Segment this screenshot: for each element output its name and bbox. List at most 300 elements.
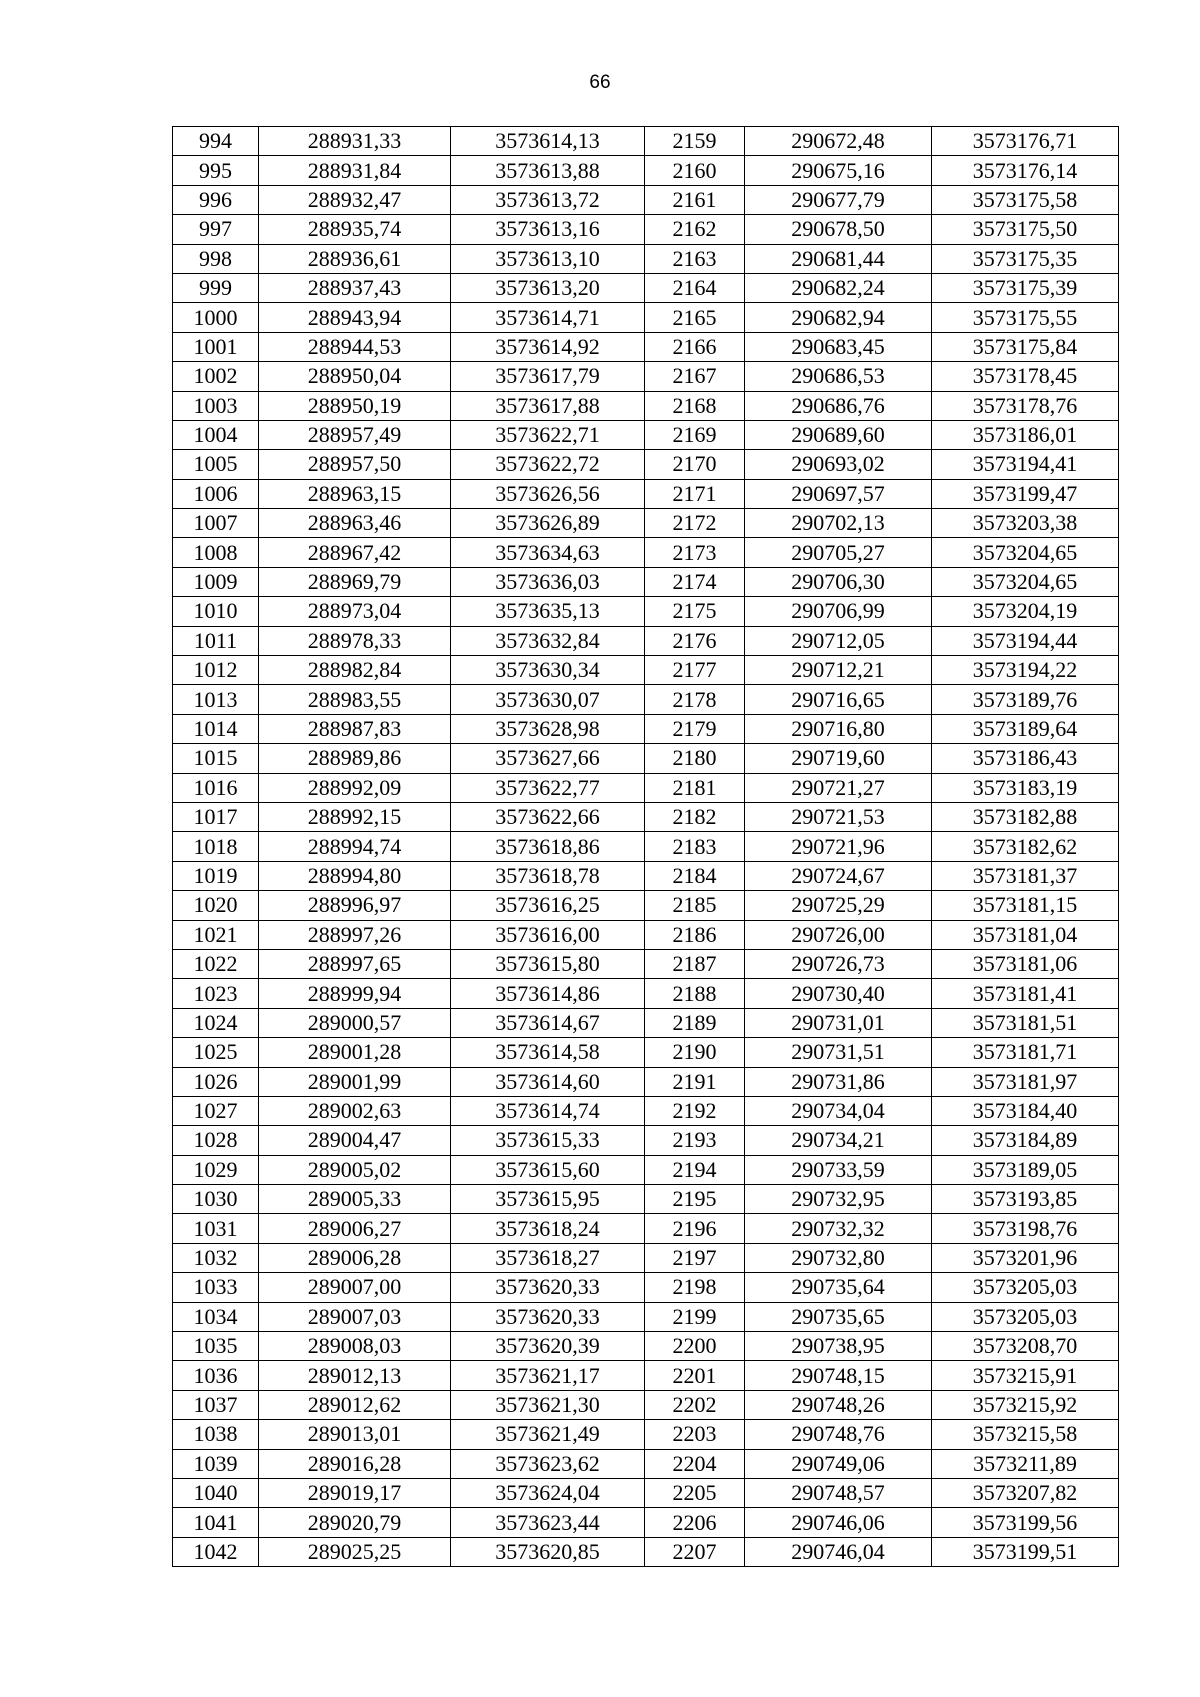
y-coordinate-cell: 3573182,62 [932,832,1119,861]
y-coordinate-cell: 3573176,14 [932,156,1119,185]
y-coordinate-cell: 3573627,66 [451,744,645,773]
x-coordinate-cell: 289000,57 [259,1008,451,1037]
point-number-cell: 1010 [173,597,259,626]
x-coordinate-cell: 289006,28 [259,1243,451,1272]
table-row [173,744,1119,773]
x-coordinate-cell: 288989,86 [259,744,451,773]
y-coordinate-cell: 3573198,76 [932,1214,1119,1243]
point-number-cell: 1009 [173,567,259,596]
y-coordinate-cell: 3573632,84 [451,626,645,655]
point-number-cell: 1033 [173,1273,259,1302]
y-coordinate-cell: 3573624,04 [451,1478,645,1507]
x-coordinate-cell: 290678,50 [745,215,932,244]
y-coordinate-cell: 3573199,51 [932,1537,1119,1566]
table-row [173,567,1119,596]
point-number-cell: 2193 [645,1126,745,1155]
point-number-cell: 2172 [645,509,745,538]
table-row [173,156,1119,185]
y-coordinate-cell: 3573211,89 [932,1449,1119,1478]
x-coordinate-cell: 289005,02 [259,1155,451,1184]
point-number-cell: 2205 [645,1478,745,1507]
point-number-cell: 1002 [173,362,259,391]
y-coordinate-cell: 3573630,07 [451,685,645,714]
x-coordinate-cell: 290702,13 [745,509,932,538]
x-coordinate-cell: 289012,13 [259,1361,451,1390]
x-coordinate-cell: 290731,51 [745,1038,932,1067]
y-coordinate-cell: 3573617,88 [451,391,645,420]
x-coordinate-cell: 288982,84 [259,656,451,685]
table-row [173,1302,1119,1331]
y-coordinate-cell: 3573189,05 [932,1155,1119,1184]
y-coordinate-cell: 3573178,45 [932,362,1119,391]
table-row [173,1243,1119,1272]
x-coordinate-cell: 290719,60 [745,744,932,773]
y-coordinate-cell: 3573620,85 [451,1537,645,1566]
y-coordinate-cell: 3573628,98 [451,714,645,743]
table-row [173,185,1119,214]
y-coordinate-cell: 3573613,72 [451,185,645,214]
point-number-cell: 2186 [645,920,745,949]
table-row [173,1214,1119,1243]
x-coordinate-cell: 289007,03 [259,1302,451,1331]
y-coordinate-cell: 3573207,82 [932,1478,1119,1507]
y-coordinate-cell: 3573215,92 [932,1390,1119,1419]
coordinates-table [172,126,1119,1567]
point-number-cell: 2177 [645,656,745,685]
x-coordinate-cell: 288937,43 [259,273,451,302]
y-coordinate-cell: 3573626,89 [451,509,645,538]
x-coordinate-cell: 290721,27 [745,773,932,802]
y-coordinate-cell: 3573204,65 [932,538,1119,567]
y-coordinate-cell: 3573613,88 [451,156,645,185]
x-coordinate-cell: 290706,30 [745,567,932,596]
x-coordinate-cell: 290724,67 [745,861,932,890]
y-coordinate-cell: 3573175,58 [932,185,1119,214]
y-coordinate-cell: 3573201,96 [932,1243,1119,1272]
table-row [173,685,1119,714]
point-number-cell: 1041 [173,1508,259,1537]
point-number-cell: 998 [173,244,259,273]
x-coordinate-cell: 290749,06 [745,1449,932,1478]
point-number-cell: 2181 [645,773,745,802]
point-number-cell: 996 [173,185,259,214]
table-row [173,949,1119,978]
x-coordinate-cell: 290677,79 [745,185,932,214]
table-row [173,832,1119,861]
y-coordinate-cell: 3573620,39 [451,1332,645,1361]
y-coordinate-cell: 3573618,78 [451,861,645,890]
table-row [173,479,1119,508]
y-coordinate-cell: 3573194,22 [932,656,1119,685]
table-row [173,1508,1119,1537]
y-coordinate-cell: 3573618,27 [451,1243,645,1272]
y-coordinate-cell: 3573613,16 [451,215,645,244]
x-coordinate-cell: 290726,00 [745,920,932,949]
x-coordinate-cell: 288987,83 [259,714,451,743]
x-coordinate-cell: 290734,21 [745,1126,932,1155]
y-coordinate-cell: 3573181,37 [932,861,1119,890]
point-number-cell: 2171 [645,479,745,508]
point-number-cell: 1027 [173,1096,259,1125]
y-coordinate-cell: 3573616,00 [451,920,645,949]
x-coordinate-cell: 290682,94 [745,303,932,332]
point-number-cell: 1012 [173,656,259,685]
x-coordinate-cell: 288943,94 [259,303,451,332]
y-coordinate-cell: 3573620,33 [451,1273,645,1302]
y-coordinate-cell: 3573203,38 [932,509,1119,538]
table-row [173,509,1119,538]
x-coordinate-cell: 289006,27 [259,1214,451,1243]
x-coordinate-cell: 290672,48 [745,127,932,156]
y-coordinate-cell: 3573205,03 [932,1302,1119,1331]
point-number-cell: 997 [173,215,259,244]
point-number-cell: 2173 [645,538,745,567]
point-number-cell: 1000 [173,303,259,332]
table-row [173,979,1119,1008]
point-number-cell: 2200 [645,1332,745,1361]
x-coordinate-cell: 288996,97 [259,891,451,920]
point-number-cell: 2199 [645,1302,745,1331]
table-row [173,1185,1119,1214]
point-number-cell: 2182 [645,802,745,831]
x-coordinate-cell: 288973,04 [259,597,451,626]
y-coordinate-cell: 3573617,79 [451,362,645,391]
point-number-cell: 1018 [173,832,259,861]
y-coordinate-cell: 3573616,25 [451,891,645,920]
table-row [173,1390,1119,1419]
table-row [173,1361,1119,1390]
x-coordinate-cell: 290732,95 [745,1185,932,1214]
x-coordinate-cell: 290693,02 [745,450,932,479]
x-coordinate-cell: 289020,79 [259,1508,451,1537]
y-coordinate-cell: 3573199,56 [932,1508,1119,1537]
y-coordinate-cell: 3573636,03 [451,567,645,596]
point-number-cell: 2201 [645,1361,745,1390]
x-coordinate-cell: 290725,29 [745,891,932,920]
x-coordinate-cell: 289025,25 [259,1537,451,1566]
x-coordinate-cell: 289016,28 [259,1449,451,1478]
y-coordinate-cell: 3573194,41 [932,450,1119,479]
point-number-cell: 1003 [173,391,259,420]
table-row [173,861,1119,890]
point-number-cell: 1022 [173,949,259,978]
y-coordinate-cell: 3573178,76 [932,391,1119,420]
x-coordinate-cell: 288997,26 [259,920,451,949]
y-coordinate-cell: 3573618,86 [451,832,645,861]
y-coordinate-cell: 3573186,01 [932,420,1119,449]
x-coordinate-cell: 288963,15 [259,479,451,508]
x-coordinate-cell: 289019,17 [259,1478,451,1507]
x-coordinate-cell: 290721,96 [745,832,932,861]
point-number-cell: 2192 [645,1096,745,1125]
y-coordinate-cell: 3573620,33 [451,1302,645,1331]
y-coordinate-cell: 3573175,84 [932,332,1119,361]
table-row [173,391,1119,420]
point-number-cell: 2191 [645,1067,745,1096]
x-coordinate-cell: 290735,64 [745,1273,932,1302]
point-number-cell: 1035 [173,1332,259,1361]
x-coordinate-cell: 288992,15 [259,802,451,831]
x-coordinate-cell: 289001,28 [259,1038,451,1067]
point-number-cell: 1006 [173,479,259,508]
y-coordinate-cell: 3573614,60 [451,1067,645,1096]
point-number-cell: 2164 [645,273,745,302]
point-number-cell: 2185 [645,891,745,920]
y-coordinate-cell: 3573204,65 [932,567,1119,596]
x-coordinate-cell: 290697,57 [745,479,932,508]
x-coordinate-cell: 288950,04 [259,362,451,391]
point-number-cell: 2178 [645,685,745,714]
point-number-cell: 1032 [173,1243,259,1272]
point-number-cell: 2183 [645,832,745,861]
point-number-cell: 999 [173,273,259,302]
y-coordinate-cell: 3573613,10 [451,244,645,273]
x-coordinate-cell: 288950,19 [259,391,451,420]
point-number-cell: 2195 [645,1185,745,1214]
x-coordinate-cell: 290721,53 [745,802,932,831]
table-row [173,920,1119,949]
y-coordinate-cell: 3573635,13 [451,597,645,626]
x-coordinate-cell: 290705,27 [745,538,932,567]
point-number-cell: 2188 [645,979,745,1008]
table-row [173,538,1119,567]
y-coordinate-cell: 3573614,67 [451,1008,645,1037]
x-coordinate-cell: 288997,65 [259,949,451,978]
x-coordinate-cell: 290748,15 [745,1361,932,1390]
y-coordinate-cell: 3573181,04 [932,920,1119,949]
x-coordinate-cell: 290712,21 [745,656,932,685]
point-number-cell: 1042 [173,1537,259,1566]
table-row [173,1537,1119,1566]
x-coordinate-cell: 288957,49 [259,420,451,449]
table-row [173,891,1119,920]
x-coordinate-cell: 288932,47 [259,185,451,214]
x-coordinate-cell: 289007,00 [259,1273,451,1302]
table-row [173,362,1119,391]
x-coordinate-cell: 288994,74 [259,832,451,861]
y-coordinate-cell: 3573176,71 [932,127,1119,156]
y-coordinate-cell: 3573622,71 [451,420,645,449]
x-coordinate-cell: 288992,09 [259,773,451,802]
y-coordinate-cell: 3573175,55 [932,303,1119,332]
y-coordinate-cell: 3573189,76 [932,685,1119,714]
point-number-cell: 1026 [173,1067,259,1096]
y-coordinate-cell: 3573181,51 [932,1008,1119,1037]
point-number-cell: 1028 [173,1126,259,1155]
y-coordinate-cell: 3573623,44 [451,1508,645,1537]
x-coordinate-cell: 290712,05 [745,626,932,655]
point-number-cell: 1040 [173,1478,259,1507]
x-coordinate-cell: 290738,95 [745,1332,932,1361]
point-number-cell: 2170 [645,450,745,479]
x-coordinate-cell: 288963,46 [259,509,451,538]
y-coordinate-cell: 3573621,17 [451,1361,645,1390]
point-number-cell: 1029 [173,1155,259,1184]
x-coordinate-cell: 289004,47 [259,1126,451,1155]
x-coordinate-cell: 288931,33 [259,127,451,156]
x-coordinate-cell: 290675,16 [745,156,932,185]
x-coordinate-cell: 290731,86 [745,1067,932,1096]
y-coordinate-cell: 3573626,56 [451,479,645,508]
y-coordinate-cell: 3573215,91 [932,1361,1119,1390]
x-coordinate-cell: 290716,65 [745,685,932,714]
table-row [173,1420,1119,1449]
x-coordinate-cell: 289008,03 [259,1332,451,1361]
y-coordinate-cell: 3573181,71 [932,1038,1119,1067]
point-number-cell: 2167 [645,362,745,391]
x-coordinate-cell: 290734,04 [745,1096,932,1125]
coordinates-table-body [173,127,1119,1567]
y-coordinate-cell: 3573181,15 [932,891,1119,920]
y-coordinate-cell: 3573181,06 [932,949,1119,978]
x-coordinate-cell: 290682,24 [745,273,932,302]
y-coordinate-cell: 3573615,60 [451,1155,645,1184]
x-coordinate-cell: 290735,65 [745,1302,932,1331]
point-number-cell: 1021 [173,920,259,949]
point-number-cell: 2168 [645,391,745,420]
x-coordinate-cell: 290732,32 [745,1214,932,1243]
table-row [173,273,1119,302]
point-number-cell: 2194 [645,1155,745,1184]
y-coordinate-cell: 3573175,50 [932,215,1119,244]
y-coordinate-cell: 3573622,66 [451,802,645,831]
y-coordinate-cell: 3573184,89 [932,1126,1119,1155]
point-number-cell: 1025 [173,1038,259,1067]
x-coordinate-cell: 290706,99 [745,597,932,626]
y-coordinate-cell: 3573189,64 [932,714,1119,743]
y-coordinate-cell: 3573615,33 [451,1126,645,1155]
point-number-cell: 2174 [645,567,745,596]
point-number-cell: 2163 [645,244,745,273]
point-number-cell: 1020 [173,891,259,920]
y-coordinate-cell: 3573614,13 [451,127,645,156]
y-coordinate-cell: 3573184,40 [932,1096,1119,1125]
y-coordinate-cell: 3573175,39 [932,273,1119,302]
x-coordinate-cell: 289012,62 [259,1390,451,1419]
table-row [173,773,1119,802]
point-number-cell: 2162 [645,215,745,244]
x-coordinate-cell: 290748,76 [745,1420,932,1449]
y-coordinate-cell: 3573613,20 [451,273,645,302]
y-coordinate-cell: 3573621,30 [451,1390,645,1419]
y-coordinate-cell: 3573618,24 [451,1214,645,1243]
point-number-cell: 2190 [645,1038,745,1067]
y-coordinate-cell: 3573614,71 [451,303,645,332]
table-row [173,420,1119,449]
table-row [173,802,1119,831]
y-coordinate-cell: 3573208,70 [932,1332,1119,1361]
y-coordinate-cell: 3573634,63 [451,538,645,567]
x-coordinate-cell: 290746,06 [745,1508,932,1537]
point-number-cell: 2207 [645,1537,745,1566]
x-coordinate-cell: 289001,99 [259,1067,451,1096]
x-coordinate-cell: 290748,57 [745,1478,932,1507]
y-coordinate-cell: 3573199,47 [932,479,1119,508]
point-number-cell: 2204 [645,1449,745,1478]
x-coordinate-cell: 288931,84 [259,156,451,185]
point-number-cell: 1013 [173,685,259,714]
table-row [173,1155,1119,1184]
x-coordinate-cell: 289013,01 [259,1420,451,1449]
x-coordinate-cell: 288978,33 [259,626,451,655]
point-number-cell: 2180 [645,744,745,773]
point-number-cell: 1019 [173,861,259,890]
point-number-cell: 2166 [645,332,745,361]
y-coordinate-cell: 3573175,35 [932,244,1119,273]
point-number-cell: 1004 [173,420,259,449]
point-number-cell: 2196 [645,1214,745,1243]
point-number-cell: 1036 [173,1361,259,1390]
x-coordinate-cell: 288999,94 [259,979,451,1008]
x-coordinate-cell: 290733,59 [745,1155,932,1184]
point-number-cell: 1011 [173,626,259,655]
point-number-cell: 1030 [173,1185,259,1214]
x-coordinate-cell: 289005,33 [259,1185,451,1214]
point-number-cell: 1023 [173,979,259,1008]
table-row [173,1478,1119,1507]
y-coordinate-cell: 3573614,58 [451,1038,645,1067]
point-number-cell: 1037 [173,1390,259,1419]
table-row [173,1008,1119,1037]
x-coordinate-cell: 288994,80 [259,861,451,890]
x-coordinate-cell: 288936,61 [259,244,451,273]
y-coordinate-cell: 3573623,62 [451,1449,645,1478]
x-coordinate-cell: 290686,53 [745,362,932,391]
x-coordinate-cell: 288944,53 [259,332,451,361]
x-coordinate-cell: 290746,04 [745,1537,932,1566]
point-number-cell: 2169 [645,420,745,449]
y-coordinate-cell: 3573615,95 [451,1185,645,1214]
point-number-cell: 1007 [173,509,259,538]
point-number-cell: 2159 [645,127,745,156]
point-number-cell: 2189 [645,1008,745,1037]
table-row [173,1273,1119,1302]
point-number-cell: 1001 [173,332,259,361]
x-coordinate-cell: 288935,74 [259,215,451,244]
point-number-cell: 2165 [645,303,745,332]
x-coordinate-cell: 290732,80 [745,1243,932,1272]
x-coordinate-cell: 288983,55 [259,685,451,714]
x-coordinate-cell: 290689,60 [745,420,932,449]
point-number-cell: 2175 [645,597,745,626]
table-row [173,303,1119,332]
y-coordinate-cell: 3573194,44 [932,626,1119,655]
point-number-cell: 2202 [645,1390,745,1419]
y-coordinate-cell: 3573181,41 [932,979,1119,1008]
x-coordinate-cell: 290686,76 [745,391,932,420]
point-number-cell: 2161 [645,185,745,214]
x-coordinate-cell: 290730,40 [745,979,932,1008]
y-coordinate-cell: 3573193,85 [932,1185,1119,1214]
table-row [173,1332,1119,1361]
table-row [173,626,1119,655]
table-row [173,1038,1119,1067]
x-coordinate-cell: 290731,01 [745,1008,932,1037]
table-row [173,332,1119,361]
point-number-cell: 1038 [173,1420,259,1449]
point-number-cell: 2197 [645,1243,745,1272]
page-number: 66 [589,72,611,93]
point-number-cell: 2206 [645,1508,745,1537]
y-coordinate-cell: 3573622,72 [451,450,645,479]
y-coordinate-cell: 3573182,88 [932,802,1119,831]
point-number-cell: 1005 [173,450,259,479]
point-number-cell: 994 [173,127,259,156]
table-row [173,1067,1119,1096]
point-number-cell: 1014 [173,714,259,743]
x-coordinate-cell: 288967,42 [259,538,451,567]
point-number-cell: 1024 [173,1008,259,1037]
